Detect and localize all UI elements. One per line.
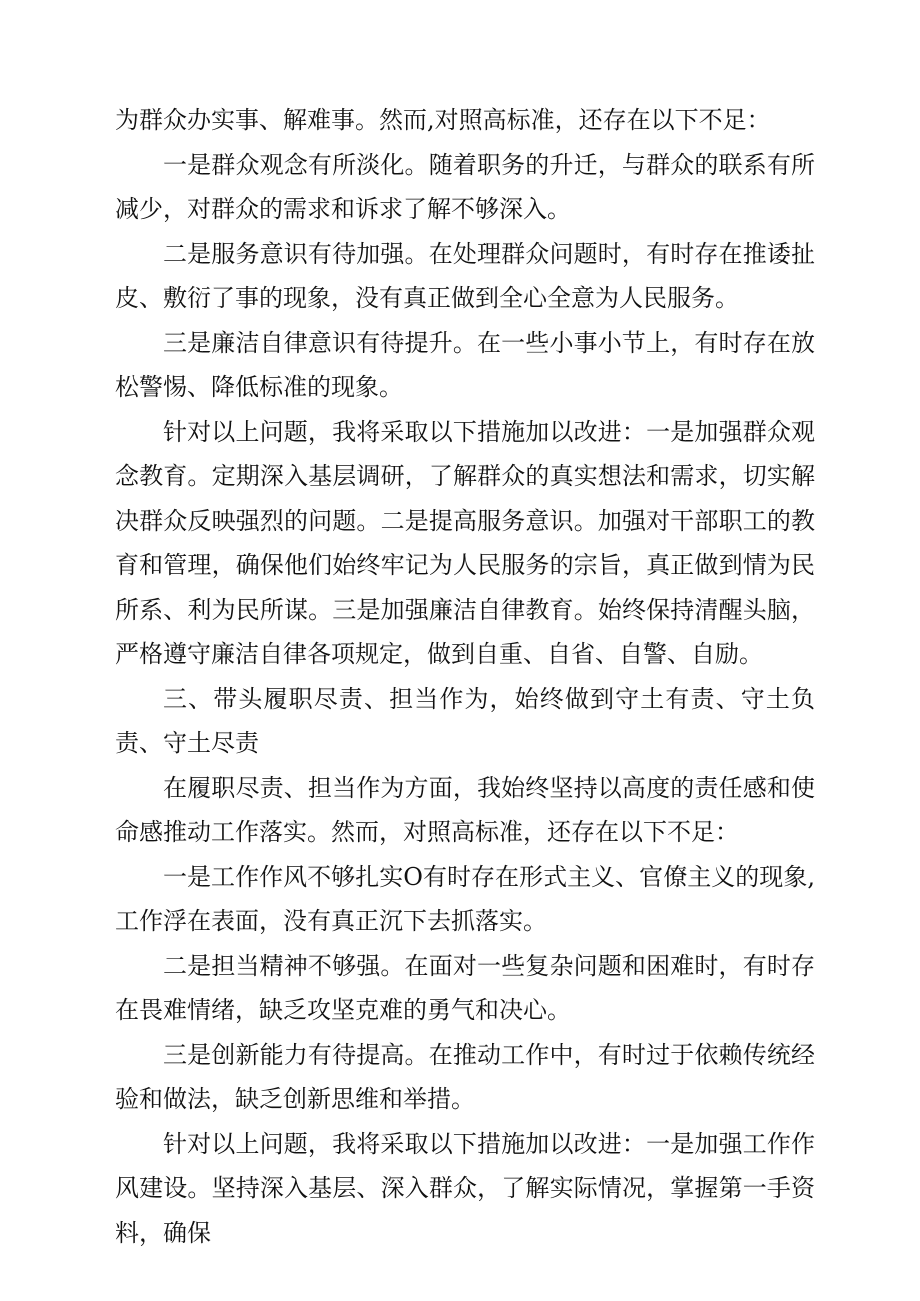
paragraph-item-3-b: 三是创新能力有待提高。在推动工作中，有时过于依赖传统经验和做法，缺乏创新思维和举措。 xyxy=(115,1040,815,1113)
paragraph-item-3: 三是廉洁自律意识有待提升。在一些小事小节上，有时存在放松警惕、降低标准的现象。 xyxy=(115,328,815,401)
paragraph-item-2-b: 二是担当精神不够强。在面对一些复杂问题和困难时，有时存在畏难情绪，缺乏攻坚克难的勇气和决心。 xyxy=(115,951,815,1024)
paragraph-continuation: 为群众办实事、解难事。然而,对照高标准，还存在以下不足： xyxy=(115,106,771,134)
paragraph-item-2: 二是服务意识有待加强。在处理群众问题时，有时存在推诿扯皮、敷衍了事的现象，没有真正做到全心全意为人民服务。 xyxy=(115,239,815,312)
document-body xyxy=(115,98,815,1255)
paragraph-item-1: 一是群众观念有所淡化。随着职务的升迁，与群众的联系有所减少，对群众的需求和诉求了解不够深入。 xyxy=(115,150,815,223)
paragraph-measures: 针对以上问题，我将采取以下措施加以改进：一是加强群众观念教育。定期深入基层调研，了解群众的真实想法和需求，切实解决群众反映强烈的问题。二是提高服务意识。加强对干部职工的教育和管理，确保他们始终牢记为人民服务的宗旨，真正做到情为民所系、利为民所谋。三是加强廉洁自律教育。始终保持清醒头脑，严格遵守廉洁自律各项规定，做到自重、自省、自警、自励。 xyxy=(115,417,815,668)
paragraph-measures-b: 针对以上问题，我将采取以下措施加以改进：一是加强工作作风建设。坚持深入基层、深入群众，了解实际情况，掌握第一手资料，确保 xyxy=(115,1129,815,1247)
paragraph-section-intro: 在履职尽责、担当作为方面，我始终坚持以高度的责任感和使命感推动工作落实。然而，对照高标准，还存在以下不足： xyxy=(115,773,815,846)
paragraph-item-1-b: 一是工作作风不够扎实O有时存在形式主义、官僚主义的现象,工作浮在表面，没有真正沉下去抓落实。 xyxy=(115,862,815,935)
section-heading-three: 三、带头履职尽责、担当作为，始终做到守土有责、守土负责、守土尽责 xyxy=(115,684,815,757)
